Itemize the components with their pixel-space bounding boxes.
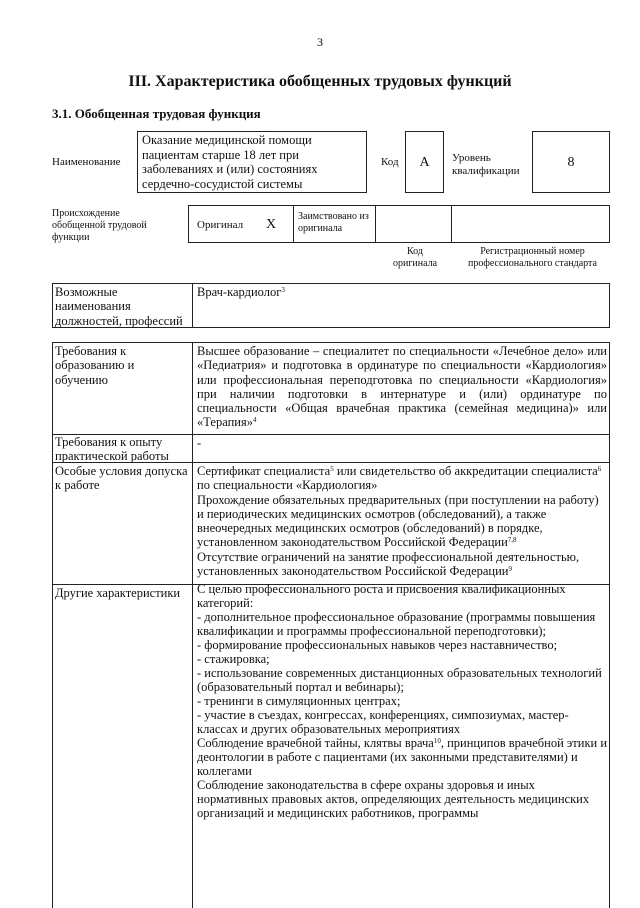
function-name: Оказание медицинской помощи пациентам старше 18 лет при заболеваниях и (или) состояниях сердечно-сосудистой системы <box>142 133 318 191</box>
experience-value: - <box>197 436 202 450</box>
secrecy-text: Соблюдение врачебной тайны, клятвы врача$^{10}$, принципов врачебной этики и деонтологии в работе с пациентами (их законными представителями) и коллегами <box>197 736 608 778</box>
list-item: - дополнительное профессиональное образование (программы повышения квалификации и программы профессиональной переподготовки); <box>197 610 596 638</box>
subsection-title: 3.1. Обобщенная трудовая функция <box>52 106 261 121</box>
page-number: 3 <box>317 35 323 49</box>
other-value <box>197 582 607 820</box>
other-label: Другие характеристики <box>55 586 181 600</box>
positions-value: Врач-кардиолог$^3$ <box>197 285 285 299</box>
origin-box <box>188 205 610 243</box>
list-item: - стажировка; <box>197 652 270 666</box>
original-label: Оригинал <box>197 219 244 231</box>
original-mark: X <box>266 217 277 232</box>
borrowed-label: Заимствовано из оригинала <box>298 211 369 234</box>
section-title: III. Характеристика обобщенных трудовых функций <box>128 73 512 90</box>
list-item: - участие в съездах, конгрессах, конференциях, симпозиумах, мастер-классах и других образовательных мероприятиях <box>197 708 569 736</box>
level-label: Уровень квалификации <box>452 152 520 177</box>
list-item: - тренинги в симуляционных центрах; <box>197 694 401 708</box>
list-item: - использование современных дистанционных образовательных технологий (образовательный портал и вебинары); <box>197 666 602 694</box>
education-value: Высшее образование – специалитет по специальности «Лечебное дело» или «Педиатрия» и подготовка в ординатуре по специальности «Кардиология» или профессиональная переподготовка по специальности «Кардиология» при наличии подготовки в интернатуре и (или) ординатуре по специальности «Общая врачебная практика (семейная медицина)» или «Терапия»$^4$ <box>197 344 607 430</box>
positions-label: Возможные наименования должностей, профессий <box>55 285 183 328</box>
experience-label: Требования к опыту практической работы <box>55 435 169 464</box>
other-intro: С целью профессионального роста и присвоения квалификационных категорий: <box>197 582 566 610</box>
name-label: Наименование <box>52 156 121 168</box>
caption-reg-number: Регистрационный номер профессионального стандарта <box>468 246 597 269</box>
code-label: Код <box>381 156 399 168</box>
caption-code: Код оригинала <box>392 246 438 269</box>
level-value: 8 <box>567 155 575 170</box>
list-item: - формирование профессиональных навыков через наставничество; <box>197 638 558 652</box>
origin-label: Происхождение обобщенной трудовой функции <box>52 208 147 243</box>
admission-label: Особые условия допуска к работе <box>55 464 188 493</box>
education-label: Требования к образованию и обучению <box>55 344 135 387</box>
code-value: A <box>419 155 430 170</box>
law-text: Соблюдение законодательства в сфере охраны здоровья и иных нормативных правовых актов, определяющих деятельность медицинских организаций и медицинских работников, программы <box>197 778 590 820</box>
admission-value: Сертификат специалиста$^5$ или свидетельство об аккредитации специалиста$^6$ по специальности «Кардиология» Прохождение обязательных предварительных (при поступлении на работу) и периодических медицинских осмотров (обследований), а также внеочередных медицинских осмотров (обследований) в порядке, установленном законодательством Российской Федерации$^{7,8}$ Отсутствие ограничений на занятие профессиональной деятельностью, установленных законодательством Российской Федерации$^9$ <box>197 464 602 579</box>
